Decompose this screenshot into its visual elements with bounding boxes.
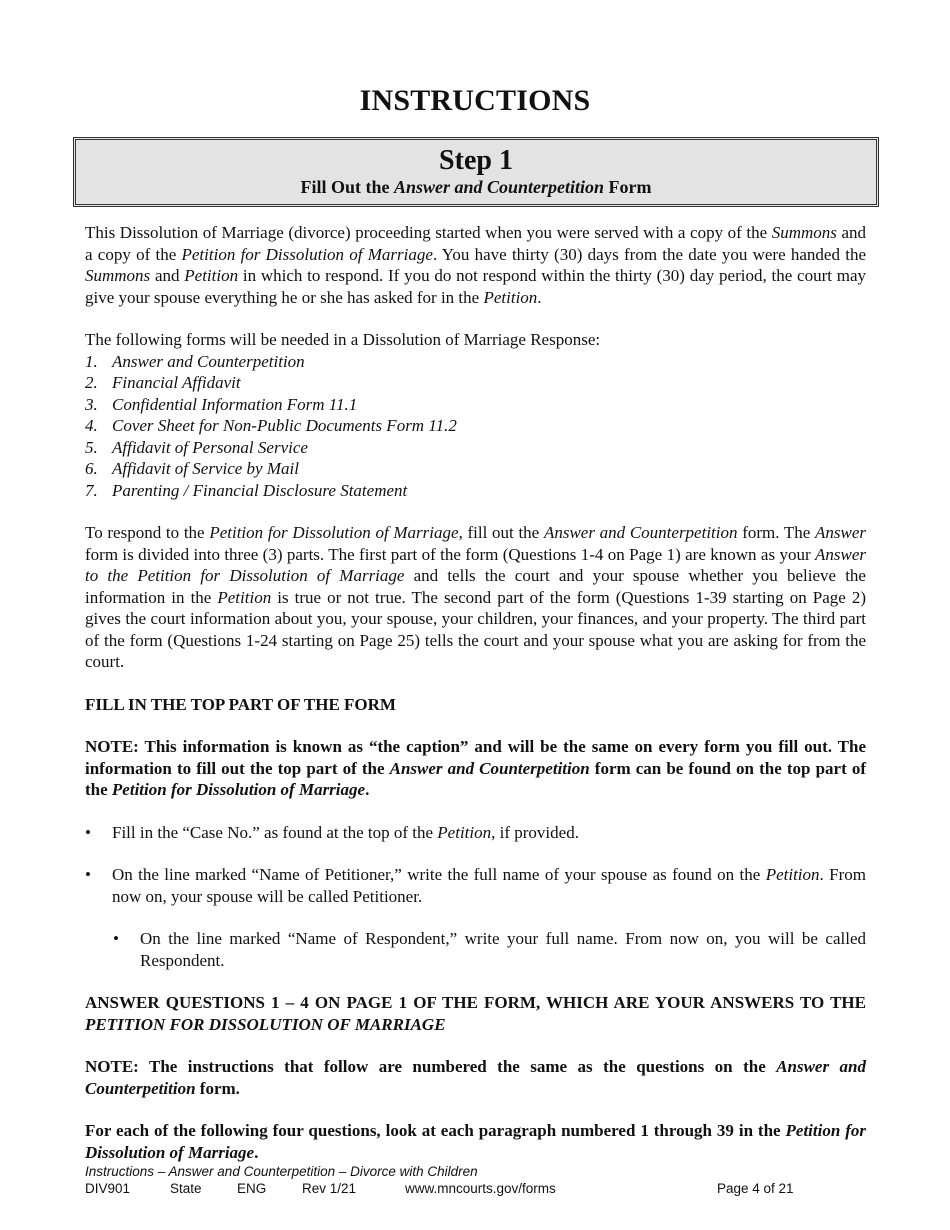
list-item-label: Confidential Information Form 11.1: [112, 394, 358, 414]
respond-italic: Answer and Counterpetition: [543, 523, 738, 542]
footer-language: ENG: [237, 1181, 267, 1196]
list-item-label: Answer and Counterpetition: [112, 351, 305, 371]
caption-note: [85, 736, 866, 801]
section-heading-questions: [85, 992, 866, 1035]
bullet-italic: Petition: [765, 865, 820, 884]
four-questions-instruction: [85, 1120, 866, 1163]
footer-jurisdiction: State: [170, 1181, 202, 1196]
forms-lead: The following forms will be needed in a Dissolution of Marriage Response:: [85, 330, 601, 349]
intro-paragraph: [85, 222, 866, 308]
note-text: form.: [195, 1078, 240, 1098]
intro-italic: Petition: [483, 287, 538, 307]
respond-italic: Petition: [217, 587, 272, 607]
list-item-number: 4.: [85, 416, 98, 435]
respond-paragraph: [85, 522, 866, 673]
intro-text: .: [537, 287, 542, 307]
list-item-number: 6.: [85, 459, 98, 478]
instructions-body: [85, 222, 866, 1163]
intro-text: and a copy of the: [85, 223, 867, 264]
respond-italic: Answer: [815, 523, 867, 542]
list-item-label: Parenting / Financial Disclosure Statement: [112, 480, 408, 500]
intro-text: This Dissolution of Marriage (divorce) proceeding started when you were served with a copy of the: [85, 223, 772, 242]
bullet-marker: •: [85, 822, 91, 842]
heading-text: ANSWER QUESTIONS 1 – 4 ON PAGE 1 OF THE FORM, WHICH ARE YOUR ANSWERS TO THE: [85, 993, 866, 1012]
footer-revision: Rev 1/21: [302, 1181, 357, 1196]
list-item: [85, 394, 866, 416]
instruction-italic: Petition for Dissolution of Marriage: [85, 1121, 866, 1162]
respond-italic: Petition for Dissolution of Marriage: [209, 523, 459, 542]
bullet-marker: •: [85, 865, 91, 884]
page-title: INSTRUCTIONS: [359, 84, 591, 117]
note-italic: Answer and Counterpetition: [85, 1057, 866, 1098]
respond-text: To respond to the: [85, 523, 210, 542]
intro-italic: Petition for Dissolution of Marriage: [181, 244, 433, 264]
note-text: .: [365, 780, 370, 799]
bullet-text: . From now on, your spouse will be called Petitioner.: [112, 865, 866, 906]
list-item: [85, 372, 866, 394]
list-item-label: Financial Affidavit: [112, 373, 241, 392]
intro-text: . You have thirty (30) days from the date you were handed the: [432, 244, 866, 264]
bullet-italic: Petition: [437, 822, 492, 842]
intro-italic: Summons: [85, 266, 151, 285]
forms-list: [85, 351, 866, 502]
list-item-label: Cover Sheet for Non-Public Documents Form 11.2: [112, 416, 457, 435]
step-subtitle: [76, 176, 876, 198]
bullet-marker: •: [113, 929, 119, 948]
respond-text: form is divided into three (3) parts. The first part of the form (Questions 1-4 on Page 1) are known as your: [85, 544, 815, 564]
list-item-number: 3.: [85, 394, 98, 414]
list-item: [85, 351, 866, 373]
heading-italic: PETITION FOR DISSOLUTION OF MARRIAGE: [85, 1014, 446, 1034]
note-text: NOTE: The instructions that follow are numbered the same as the questions on the: [85, 1057, 777, 1076]
page-footer: [85, 1163, 866, 1197]
note-italic: Petition for Dissolution of Marriage: [111, 780, 366, 799]
footer-url: www.mncourts.gov/forms: [405, 1181, 556, 1196]
bullet-petitioner-name: [85, 864, 866, 907]
note-text: NOTE: This information is known as “the caption” and will be the same on every form you fill out. The information to fill out the top part of the: [85, 737, 866, 778]
bullet-text: Fill in the “Case No.” as found at the top of the: [112, 822, 438, 842]
section-heading-top-part: FILL IN THE TOP PART OF THE FORM: [85, 694, 396, 714]
instruction-text: For each of the following four questions, look at each paragraph numbered 1 through 39 in the: [85, 1121, 786, 1140]
step-title: Step 1: [439, 145, 513, 176]
instruction-text: .: [254, 1142, 259, 1162]
note-text: form can be found on the top part of the: [85, 758, 866, 799]
bullet-respondent-name: [113, 928, 866, 971]
bullet-text: , if provided.: [491, 822, 579, 842]
note-italic: Answer and Counterpetition: [389, 758, 590, 778]
footer-meta: [85, 1180, 866, 1197]
numbering-note: [85, 1056, 866, 1099]
bullet-text: On the line marked “Name of Respondent,” write your full name. From now on, you will be called Respondent.: [140, 929, 866, 970]
respond-text: form. The: [737, 523, 816, 542]
respond-text: is true or not true. The second part of the form (Questions 1-39 starting on Page 2) gives the court information about you, your spouse, your children, your finances, and your property. The third part of the form (Questions 1-24 starting on Page 25) tells the court and your spouse what you are asking for from the court.: [85, 587, 866, 671]
list-item-number: 5.: [85, 437, 98, 457]
respond-italic: Answer to the Petition for Dissolution of Marriage: [85, 544, 866, 585]
footer-page-number: Page 4 of 21: [717, 1181, 794, 1196]
list-item: [85, 437, 866, 459]
list-item: [85, 480, 866, 502]
step-header-box: [73, 137, 879, 207]
list-item-number: 1.: [85, 351, 98, 371]
respond-text: and tells the court and your spouse whether you believe the information in the: [85, 566, 866, 607]
step-subtitle-form-name: Answer and Counterpetition: [393, 177, 605, 197]
list-item-number: 7.: [85, 480, 98, 500]
intro-italic: Summons: [771, 223, 837, 242]
bullet-case-no: [85, 822, 866, 844]
list-item-label: Affidavit of Personal Service: [112, 437, 308, 457]
footer-form-id: DIV901: [85, 1181, 131, 1196]
list-item: [85, 458, 866, 480]
step-subtitle-suffix: Form: [604, 177, 652, 197]
intro-text: and: [150, 266, 185, 285]
footer-document-title: Instructions – Answer and Counterpetition – Divorce with Children: [85, 1164, 478, 1179]
step-subtitle-prefix: Fill Out the: [300, 177, 394, 197]
list-item-label: Affidavit of Service by Mail: [112, 459, 299, 478]
intro-text: in which to respond. If you do not respond within the thirty (30) day period, the court may give your spouse everything he or she has asked for in the: [85, 266, 866, 307]
list-item-number: 2.: [85, 373, 98, 392]
respond-text: , fill out the: [458, 523, 544, 542]
list-item: [85, 415, 866, 437]
intro-italic: Petition: [184, 266, 239, 285]
bullet-text: On the line marked “Name of Petitioner,” write the full name of your spouse as found on the: [112, 865, 766, 884]
